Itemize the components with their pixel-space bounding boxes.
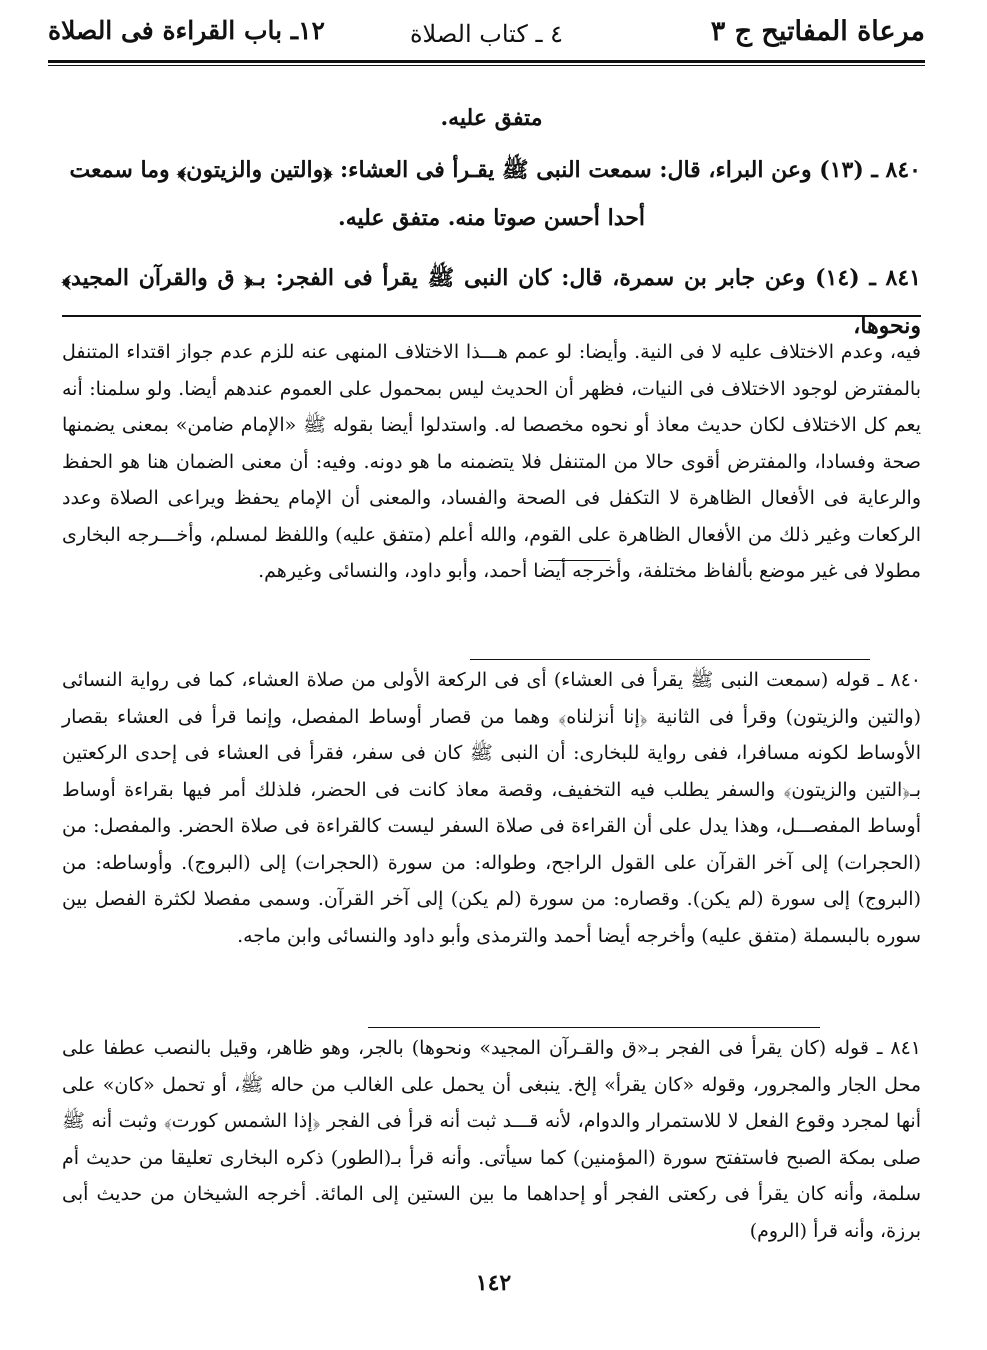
commentary-text-1: فيه، وعدم الاختلاف عليه لا فى النية. وأيضا: لو عمم هـــذا الاختلاف المنهى عنه للزم عدم جواز اقتداء المتنفل بالمفترض لوجود الاختلاف فى النيات، فظهر أن الحديث ليس بمحمول على العموم عندهم أيضا. ولو سلمنا: أنه يعم كل الاختلاف لكان حديث معاذ أو نحوه مخصصا له. واستدلوا أيضا بقوله ﷺ «الإمام ضامن» بمعنى يضمنها صحة وفسادا، والمفترض أقوى حالا من المتنفل فلا يتضمنه ما هو دونه. وفيه: أن معنى الضمان هنا هو الحفظ والرعاية فى الأفعال الظاهرة لا التكفل فى الصحة والفساد، والمعنى أن الإمام يحفظ ويراعى الصلاة وعدد الركعات وغير ذلك من الأفعال الظاهرة على القوم، والله أعلم (متفق عليه) واللفظ لمسلم، وأخـــرجه البخارى مطولا فى غير موضع بألفاظ مختلفة، وأخرجه أيضا أحمد، وأبو داود، والنسائى وغيرهم. xyxy=(62,341,921,582)
hadith-840-line-1: ٨٤٠ ـ (١٣) وعن البراء، قال: سمعت النبى ﷺ يقـرأ فى العشاء: ﴿والتين والزيتون﴾ وما سمعت xyxy=(69,157,921,183)
chapter-title: ٤ ـ كتاب الصلاة xyxy=(409,20,564,48)
hadith-closing-previous: متفق عليه. xyxy=(440,105,543,131)
commentary-paragraph-3 xyxy=(62,1030,921,1249)
commentary-paragraph-2 xyxy=(62,662,921,954)
overline-mark xyxy=(470,659,870,660)
commentary-text-3: ٨٤١ ـ قوله (كان يقرأ فى الفجر بـ«ق والقـرآن المجيد» ونحوها) بالجر، وهو ظاهر، وقيل بالنصب عطفا على محل الجار والمجرور، وقوله «كان يقرأ» إلخ. ينبغى أن يحمل على الغالب من حاله ﷺ، أو تحمل «كان» على أنها لمجرد وقوع الفعل لا للاستمرار والدوام، لأنه قـــد ثبت أنه قرأ فى الفجر ﴿إذا الشمس كورت﴾ وثبت أنه ﷺ صلى بمكة الصبح فاستفتح سورة (المؤمنين) كما سيأتى. وأنه قرأ بـ(الطور) ذكره البخارى تعليقا من حديث أم سلمة، وأنه كان يقرأ فى ركعتى الفجر أو إحداهما ما بين الستين إلى المائة. أخرجه الشيخان من حديث أبى برزة، وأنه قرأ (الروم) xyxy=(62,1037,921,1242)
commentary-paragraph-1 xyxy=(62,334,921,590)
overline-mark xyxy=(548,560,610,561)
section-title: ١٢ـ باب القراءة فى الصلاة xyxy=(48,16,325,45)
overline-mark xyxy=(368,1027,820,1028)
text-commentary-divider xyxy=(62,315,921,317)
running-header xyxy=(48,8,925,58)
hadith-840-line-2: أحدا أحسن صوتا منه. متفق عليه. xyxy=(338,205,645,231)
commentary-text-2: ٨٤٠ ـ قوله (سمعت النبى ﷺ يقرأ فى العشاء) أى فى الركعة الأولى من صلاة العشاء، كما فى رواية النسائى (والتين والزيتون) وقرأ فى الثانية ﴿إنا أنزلناه﴾ وهما من قصار أوساط المفصل، وإنما قرأ فى العشاء بقصار الأوساط لكونه مسافرا، ففى رواية للبخارى: أن النبى ﷺ كان فى سفر، فقرأ فى العشاء فى إحدى الركعتين بـ﴿التين والزيتون﴾ والسفر يطلب فيه التخفيف، وقصة معاذ كانت فى الحضر، فلذلك أمر فيها بقراءة أوساط أوساط المفصـــل، وهذا يدل على أن القراءة فى صلاة السفر ليست كالقراءة فى صلاة الحضر. والمفصل: من (الحجرات) إلى آخر القرآن على القول الراجح، وطواله: من سورة (الحجرات) إلى (البروج). وأوساطه: من (البروج) إلى سورة (لم يكن). وقصاره: من سورة (لم يكن) إلى آخر القرآن. وسمى مفصلا لكثرة الفصل بين سوره بالبسملة (متفق عليه) وأخرجه أيضا أحمد والترمذى وأبو داود والنسائى وابن ماجه. xyxy=(62,669,921,947)
book-title: مرعاة المفاتيح ج ٣ xyxy=(710,16,925,47)
page-number: ١٤٢ xyxy=(475,1270,512,1296)
hadith-841-line-1: ٨٤١ ـ (١٤) وعن جابر بن سمرة، قال: كان النبى ﷺ يقرأ فى الفجر: بـ﴿ ق والقرآن المجيد﴾ ونحوها، xyxy=(62,265,921,339)
header-rule xyxy=(48,60,925,66)
